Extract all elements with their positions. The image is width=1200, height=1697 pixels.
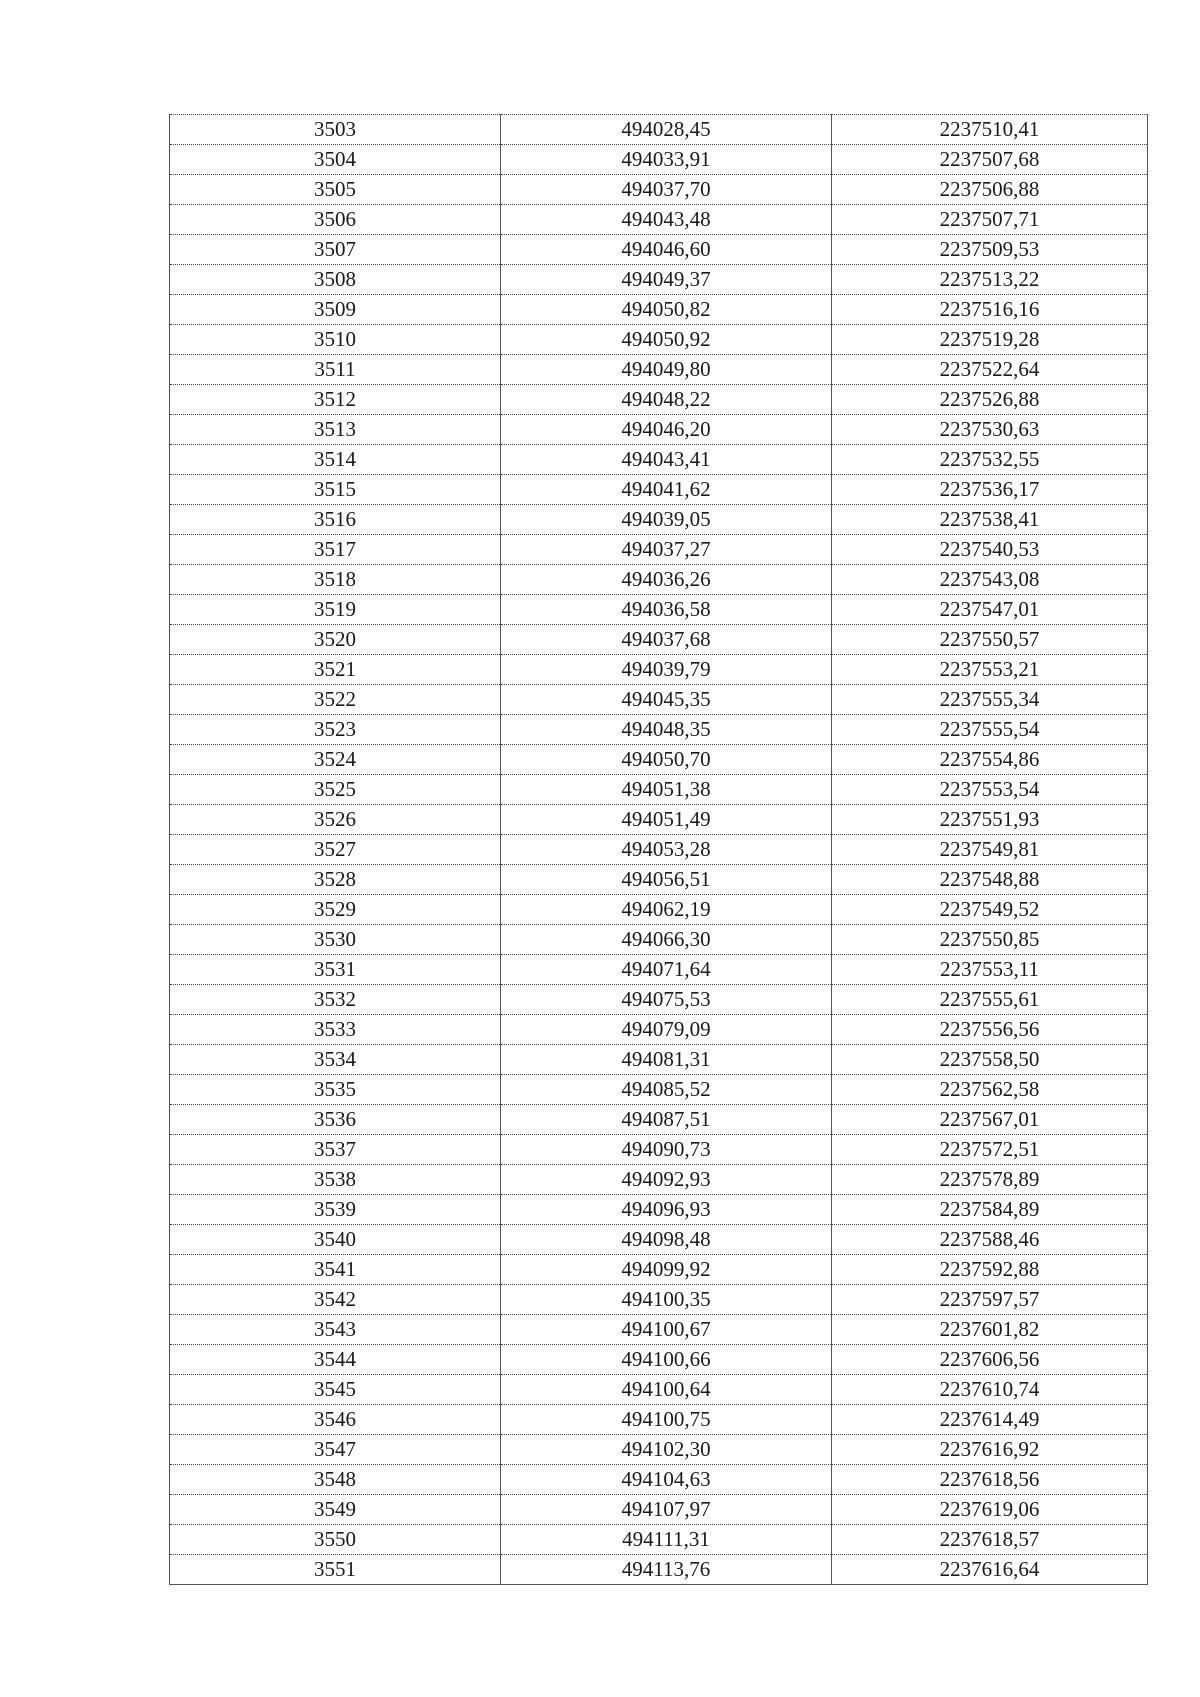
table-row (170, 895, 1148, 925)
point-number-cell: 3516 (170, 505, 501, 535)
point-number-cell: 3539 (170, 1195, 501, 1225)
x-coordinate-cell: 494048,35 (501, 715, 832, 745)
x-coordinate-cell: 494037,70 (501, 175, 832, 205)
table-row (170, 145, 1148, 175)
y-coordinate-cell: 2237553,54 (832, 775, 1148, 805)
y-coordinate-cell: 2237507,68 (832, 145, 1148, 175)
y-coordinate-cell: 2237530,63 (832, 415, 1148, 445)
x-coordinate-cell: 494050,70 (501, 745, 832, 775)
point-number-cell: 3550 (170, 1525, 501, 1555)
table-row (170, 925, 1148, 955)
x-coordinate-cell: 494049,80 (501, 355, 832, 385)
x-coordinate-cell: 494037,68 (501, 625, 832, 655)
x-coordinate-cell: 494051,49 (501, 805, 832, 835)
y-coordinate-cell: 2237550,85 (832, 925, 1148, 955)
table-row (170, 1105, 1148, 1135)
point-number-cell: 3544 (170, 1345, 501, 1375)
y-coordinate-cell: 2237538,41 (832, 505, 1148, 535)
x-coordinate-cell: 494113,76 (501, 1555, 832, 1585)
point-number-cell: 3547 (170, 1435, 501, 1465)
y-coordinate-cell: 2237597,57 (832, 1285, 1148, 1315)
table-row (170, 1195, 1148, 1225)
table-row (170, 385, 1148, 415)
table-row (170, 415, 1148, 445)
x-coordinate-cell: 494041,62 (501, 475, 832, 505)
x-coordinate-cell: 494100,75 (501, 1405, 832, 1435)
y-coordinate-cell: 2237555,54 (832, 715, 1148, 745)
table-row (170, 865, 1148, 895)
point-number-cell: 3541 (170, 1255, 501, 1285)
y-coordinate-cell: 2237526,88 (832, 385, 1148, 415)
table-row (170, 1285, 1148, 1315)
x-coordinate-cell: 494028,45 (501, 115, 832, 145)
x-coordinate-cell: 494053,28 (501, 835, 832, 865)
x-coordinate-cell: 494100,67 (501, 1315, 832, 1345)
x-coordinate-cell: 494081,31 (501, 1045, 832, 1075)
table-row (170, 625, 1148, 655)
x-coordinate-cell: 494037,27 (501, 535, 832, 565)
y-coordinate-cell: 2237614,49 (832, 1405, 1148, 1435)
table-row (170, 505, 1148, 535)
table-row (170, 355, 1148, 385)
point-number-cell: 3543 (170, 1315, 501, 1345)
point-number-cell: 3530 (170, 925, 501, 955)
table-row (170, 1555, 1148, 1585)
table-row (170, 1435, 1148, 1465)
y-coordinate-cell: 2237619,06 (832, 1495, 1148, 1525)
x-coordinate-cell: 494046,60 (501, 235, 832, 265)
y-coordinate-cell: 2237513,22 (832, 265, 1148, 295)
x-coordinate-cell: 494033,91 (501, 145, 832, 175)
point-number-cell: 3533 (170, 1015, 501, 1045)
x-coordinate-cell: 494050,82 (501, 295, 832, 325)
y-coordinate-cell: 2237543,08 (832, 565, 1148, 595)
y-coordinate-cell: 2237588,46 (832, 1225, 1148, 1255)
point-number-cell: 3529 (170, 895, 501, 925)
y-coordinate-cell: 2237522,64 (832, 355, 1148, 385)
point-number-cell: 3523 (170, 715, 501, 745)
point-number-cell: 3520 (170, 625, 501, 655)
y-coordinate-cell: 2237516,16 (832, 295, 1148, 325)
table-row (170, 175, 1148, 205)
y-coordinate-cell: 2237610,74 (832, 1375, 1148, 1405)
table-row (170, 535, 1148, 565)
table-row (170, 1075, 1148, 1105)
x-coordinate-cell: 494049,37 (501, 265, 832, 295)
y-coordinate-cell: 2237548,88 (832, 865, 1148, 895)
point-number-cell: 3521 (170, 655, 501, 685)
table-row (170, 805, 1148, 835)
table-row (170, 1255, 1148, 1285)
table-row (170, 595, 1148, 625)
y-coordinate-cell: 2237554,86 (832, 745, 1148, 775)
y-coordinate-cell: 2237549,52 (832, 895, 1148, 925)
table-row (170, 1135, 1148, 1165)
table-row (170, 1465, 1148, 1495)
point-number-cell: 3542 (170, 1285, 501, 1315)
point-number-cell: 3515 (170, 475, 501, 505)
point-number-cell: 3525 (170, 775, 501, 805)
table-row (170, 325, 1148, 355)
y-coordinate-cell: 2237540,53 (832, 535, 1148, 565)
x-coordinate-cell: 494045,35 (501, 685, 832, 715)
y-coordinate-cell: 2237558,50 (832, 1045, 1148, 1075)
x-coordinate-cell: 494104,63 (501, 1465, 832, 1495)
y-coordinate-cell: 2237592,88 (832, 1255, 1148, 1285)
x-coordinate-cell: 494036,26 (501, 565, 832, 595)
x-coordinate-cell: 494079,09 (501, 1015, 832, 1045)
table-row (170, 1045, 1148, 1075)
x-coordinate-cell: 494039,05 (501, 505, 832, 535)
point-number-cell: 3551 (170, 1555, 501, 1585)
table-row (170, 685, 1148, 715)
point-number-cell: 3505 (170, 175, 501, 205)
x-coordinate-cell: 494048,22 (501, 385, 832, 415)
table-row (170, 835, 1148, 865)
point-number-cell: 3504 (170, 145, 501, 175)
x-coordinate-cell: 494039,79 (501, 655, 832, 685)
x-coordinate-cell: 494066,30 (501, 925, 832, 955)
table-row (170, 235, 1148, 265)
x-coordinate-cell: 494087,51 (501, 1105, 832, 1135)
point-number-cell: 3527 (170, 835, 501, 865)
y-coordinate-cell: 2237555,34 (832, 685, 1148, 715)
x-coordinate-cell: 494090,73 (501, 1135, 832, 1165)
table-row (170, 1525, 1148, 1555)
x-coordinate-cell: 494075,53 (501, 985, 832, 1015)
point-number-cell: 3548 (170, 1465, 501, 1495)
x-coordinate-cell: 494096,93 (501, 1195, 832, 1225)
x-coordinate-cell: 494092,93 (501, 1165, 832, 1195)
x-coordinate-cell: 494099,92 (501, 1255, 832, 1285)
point-number-cell: 3536 (170, 1105, 501, 1135)
point-number-cell: 3512 (170, 385, 501, 415)
table-row (170, 1015, 1148, 1045)
y-coordinate-cell: 2237616,64 (832, 1555, 1148, 1585)
table-row (170, 1495, 1148, 1525)
table-row (170, 775, 1148, 805)
point-number-cell: 3507 (170, 235, 501, 265)
point-number-cell: 3506 (170, 205, 501, 235)
table-row (170, 445, 1148, 475)
table-row (170, 655, 1148, 685)
x-coordinate-cell: 494062,19 (501, 895, 832, 925)
point-number-cell: 3546 (170, 1405, 501, 1435)
y-coordinate-cell: 2237550,57 (832, 625, 1148, 655)
coordinates-table-body (170, 115, 1148, 1585)
y-coordinate-cell: 2237510,41 (832, 115, 1148, 145)
coordinates-table (169, 114, 1148, 1585)
x-coordinate-cell: 494102,30 (501, 1435, 832, 1465)
y-coordinate-cell: 2237509,53 (832, 235, 1148, 265)
y-coordinate-cell: 2237601,82 (832, 1315, 1148, 1345)
y-coordinate-cell: 2237618,57 (832, 1525, 1148, 1555)
table-row (170, 1375, 1148, 1405)
point-number-cell: 3537 (170, 1135, 501, 1165)
table-row (170, 1345, 1148, 1375)
table-row (170, 565, 1148, 595)
x-coordinate-cell: 494046,20 (501, 415, 832, 445)
point-number-cell: 3549 (170, 1495, 501, 1525)
point-number-cell: 3518 (170, 565, 501, 595)
x-coordinate-cell: 494085,52 (501, 1075, 832, 1105)
point-number-cell: 3532 (170, 985, 501, 1015)
y-coordinate-cell: 2237536,17 (832, 475, 1148, 505)
point-number-cell: 3535 (170, 1075, 501, 1105)
y-coordinate-cell: 2237519,28 (832, 325, 1148, 355)
point-number-cell: 3534 (170, 1045, 501, 1075)
point-number-cell: 3528 (170, 865, 501, 895)
table-row (170, 265, 1148, 295)
y-coordinate-cell: 2237567,01 (832, 1105, 1148, 1135)
table-row (170, 1165, 1148, 1195)
y-coordinate-cell: 2237553,11 (832, 955, 1148, 985)
x-coordinate-cell: 494050,92 (501, 325, 832, 355)
point-number-cell: 3508 (170, 265, 501, 295)
y-coordinate-cell: 2237584,89 (832, 1195, 1148, 1225)
point-number-cell: 3519 (170, 595, 501, 625)
y-coordinate-cell: 2237551,93 (832, 805, 1148, 835)
y-coordinate-cell: 2237556,56 (832, 1015, 1148, 1045)
point-number-cell: 3522 (170, 685, 501, 715)
x-coordinate-cell: 494100,66 (501, 1345, 832, 1375)
point-number-cell: 3526 (170, 805, 501, 835)
point-number-cell: 3545 (170, 1375, 501, 1405)
table-row (170, 745, 1148, 775)
y-coordinate-cell: 2237555,61 (832, 985, 1148, 1015)
table-row (170, 205, 1148, 235)
x-coordinate-cell: 494071,64 (501, 955, 832, 985)
x-coordinate-cell: 494043,48 (501, 205, 832, 235)
x-coordinate-cell: 494051,38 (501, 775, 832, 805)
table-row (170, 295, 1148, 325)
table-row (170, 985, 1148, 1015)
x-coordinate-cell: 494111,31 (501, 1525, 832, 1555)
y-coordinate-cell: 2237578,89 (832, 1165, 1148, 1195)
y-coordinate-cell: 2237507,71 (832, 205, 1148, 235)
table-row (170, 715, 1148, 745)
y-coordinate-cell: 2237572,51 (832, 1135, 1148, 1165)
y-coordinate-cell: 2237547,01 (832, 595, 1148, 625)
table-row (170, 1315, 1148, 1345)
table-row (170, 955, 1148, 985)
point-number-cell: 3540 (170, 1225, 501, 1255)
x-coordinate-cell: 494056,51 (501, 865, 832, 895)
point-number-cell: 3509 (170, 295, 501, 325)
point-number-cell: 3514 (170, 445, 501, 475)
y-coordinate-cell: 2237606,56 (832, 1345, 1148, 1375)
y-coordinate-cell: 2237562,58 (832, 1075, 1148, 1105)
y-coordinate-cell: 2237553,21 (832, 655, 1148, 685)
y-coordinate-cell: 2237506,88 (832, 175, 1148, 205)
x-coordinate-cell: 494043,41 (501, 445, 832, 475)
point-number-cell: 3511 (170, 355, 501, 385)
table-row (170, 475, 1148, 505)
x-coordinate-cell: 494098,48 (501, 1225, 832, 1255)
x-coordinate-cell: 494100,35 (501, 1285, 832, 1315)
point-number-cell: 3513 (170, 415, 501, 445)
y-coordinate-cell: 2237532,55 (832, 445, 1148, 475)
y-coordinate-cell: 2237618,56 (832, 1465, 1148, 1495)
x-coordinate-cell: 494036,58 (501, 595, 832, 625)
table-row (170, 1225, 1148, 1255)
x-coordinate-cell: 494100,64 (501, 1375, 832, 1405)
x-coordinate-cell: 494107,97 (501, 1495, 832, 1525)
point-number-cell: 3524 (170, 745, 501, 775)
point-number-cell: 3531 (170, 955, 501, 985)
table-row (170, 1405, 1148, 1435)
point-number-cell: 3517 (170, 535, 501, 565)
point-number-cell: 3510 (170, 325, 501, 355)
point-number-cell: 3503 (170, 115, 501, 145)
point-number-cell: 3538 (170, 1165, 501, 1195)
y-coordinate-cell: 2237549,81 (832, 835, 1148, 865)
y-coordinate-cell: 2237616,92 (832, 1435, 1148, 1465)
table-row (170, 115, 1148, 145)
